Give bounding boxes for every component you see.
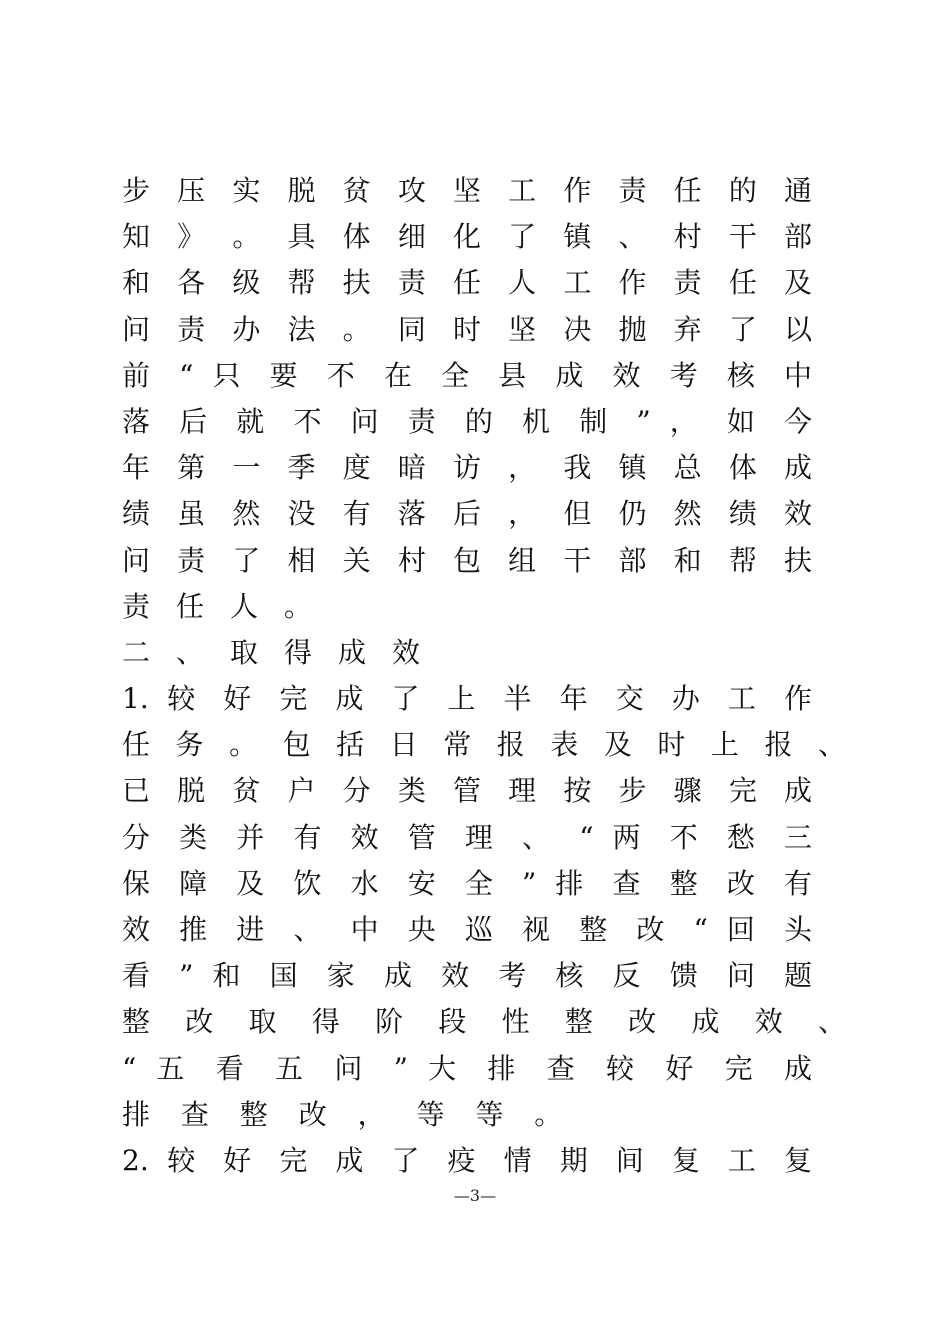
text-line: 和 各 级 帮 扶 责 任 人 工 作 责 任 及	[122, 266, 812, 300]
text-line: 看 ” 和 国 家 成 效 考 核 反 馈 问 题	[122, 959, 812, 993]
text-line: 已 脱 贫 户 分 类 管 理 按 步 骤 完 成	[122, 774, 812, 808]
text-line: 步 压 实 脱 贫 攻 坚 工 作 责 任 的 通	[122, 174, 812, 207]
text-line-content: 责任人。	[122, 589, 339, 623]
text-line: 绩 虽 然 没 有 落 后 ， 但 仍 然 绩 效	[122, 497, 812, 531]
text-line: “ 五 看 五 问 ” 大 排 查 较 好 完 成	[122, 1051, 812, 1085]
text-line-content: 排 查 整 改 ， 等 等 。	[122, 1097, 563, 1131]
page-number: —3—	[453, 1186, 497, 1205]
text-line: 任 务 。 包 括 日 常 报 表 及 时 上 报 、	[122, 728, 846, 762]
text-line: 前 “ 只 要 不 在 全 县 成 效 考 核 中	[122, 358, 812, 392]
text-line: 1. 较 好 完 成 了 上 半 年 交 办 工 作	[122, 682, 812, 716]
text-line: 知 》 。 具 体 细 化 了 镇 、 村 干 部	[122, 220, 812, 254]
text-line: 落 后 就 不 问 责 的 机 制 ” ， 如 今	[122, 404, 812, 438]
text-line: 问 责 办 法 。 同 时 坚 决 抛 弃 了 以	[122, 312, 812, 346]
text-line	[122, 584, 812, 630]
section-heading-text: 二、取得成效	[122, 635, 447, 669]
text-line: 保 障 及 饮 水 安 全 ” 排 查 整 改 有	[122, 866, 812, 900]
text-line: 2. 较 好 完 成 了 疫 情 期 间 复 工 复	[122, 1143, 812, 1177]
text-line: 整 改 取 得 阶 段 性 整 改 成 效 、	[122, 1005, 846, 1039]
text-line	[122, 1092, 812, 1138]
section-heading	[122, 630, 812, 676]
text-line: 问 责 了 相 关 村 包 组 干 部 和 帮 扶	[122, 543, 812, 577]
text-line: 年 第 一 季 度 暗 访 ， 我 镇 总 体 成	[122, 451, 812, 485]
body-text	[122, 168, 846, 1184]
text-line: 效 推 进 、 中 央 巡 视 整 改 “ 回 头	[122, 913, 812, 946]
text-line: 分 类 并 有 效 管 理 、 “ 两 不 愁 三	[122, 820, 812, 854]
